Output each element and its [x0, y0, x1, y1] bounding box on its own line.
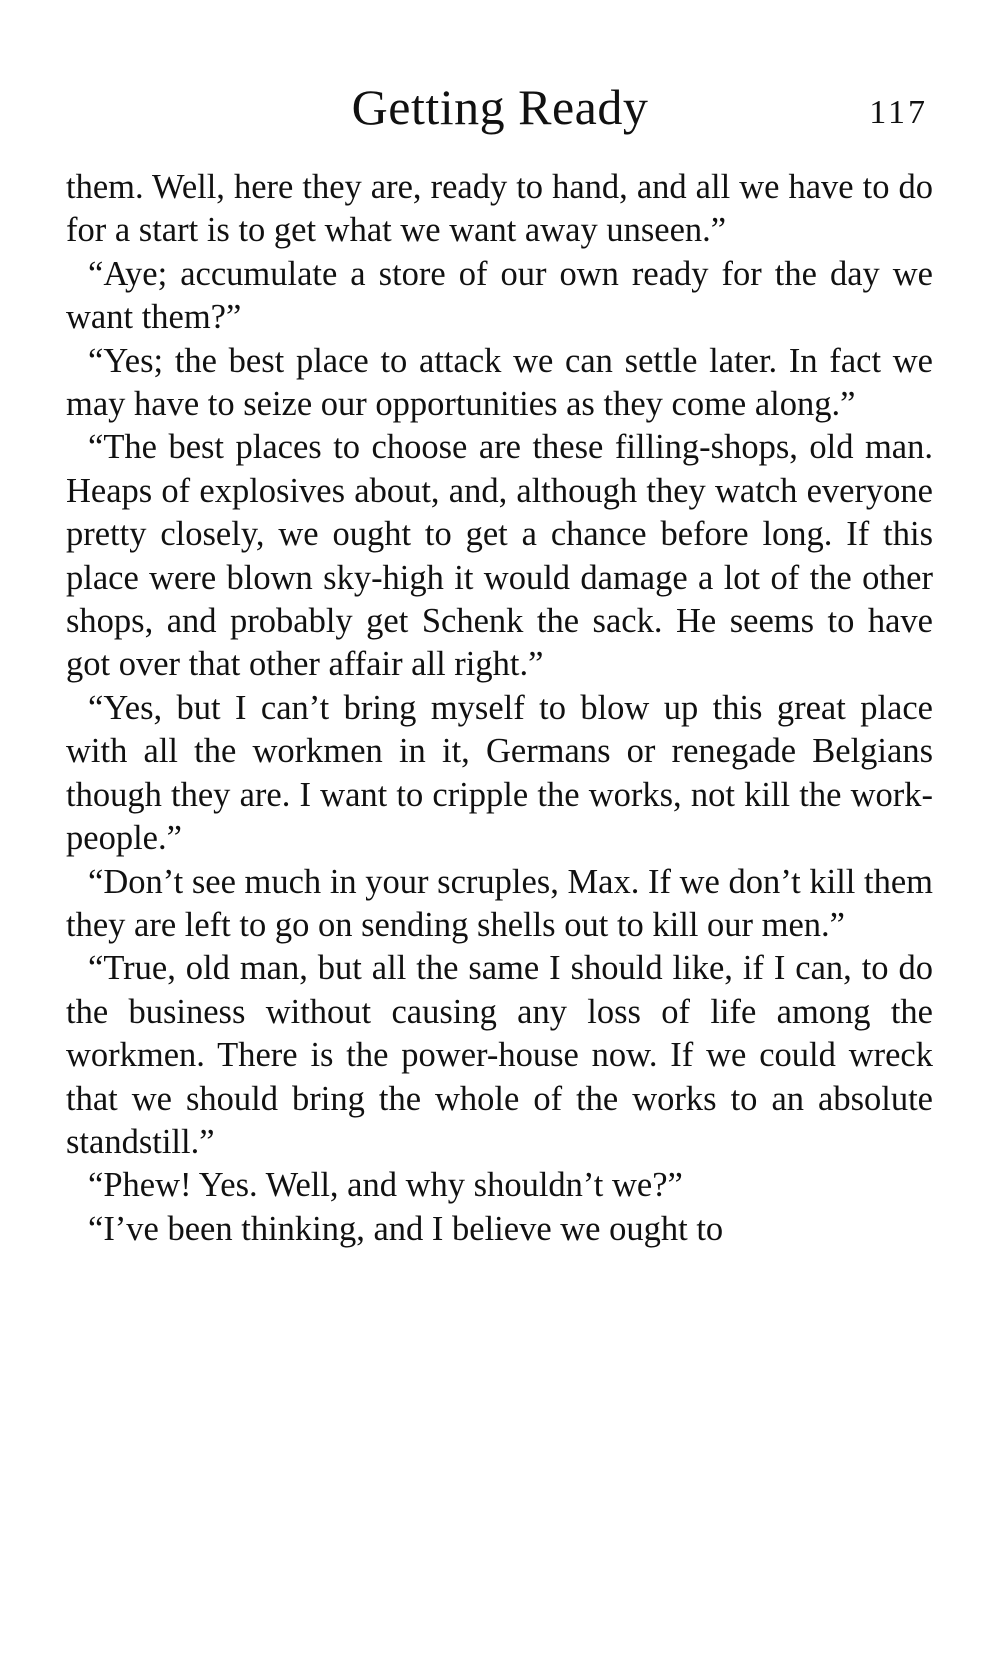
paragraph: “Yes, but I can’t bring myself to blow up this great place with all the workmen in it, Germans or renegade Belgians though they are. I want to cripple the works, not kill the work-people.” [66, 688, 933, 858]
paragraph: “Aye; accumulate a store of our own ready for the day we want them?” [66, 254, 933, 337]
paragraph: “Phew! Yes. Well, and why shouldn’t we?” [88, 1166, 683, 1205]
paragraph: “Don’t see much in your scruples, Max. If we don’t kill them they are left to go on sending shells out to kill our men.” [66, 862, 933, 944]
body-text [66, 166, 933, 1251]
running-title: Getting Ready [351, 79, 649, 135]
paragraph: “I’ve been thinking, and I believe we ought to [88, 1209, 724, 1248]
paragraph: “True, old man, but all the same I should like, if I can, to do the business without causing any loss of life among the workmen. There is the power-house now. If we could wreck that we should bring the whole of the works to an absolute standstill.” [66, 949, 933, 1161]
page-header [0, 72, 1000, 142]
paragraph: them. Well, here they are, ready to hand, and all we have to do for a start is to get what we want away unseen.” [66, 168, 933, 250]
page-number: 117 [869, 94, 928, 131]
paragraph: “Yes; the best place to attack we can settle later. In fact we may have to seize our opportunities as they come along.” [66, 341, 933, 424]
paragraph: “The best places to choose are these filling-shops, old man. Heaps of explosives about, and, although they watch everyone pretty closely, we ought to get a chance before long. If this place were blown sky-high it would damage a lot of the other shops, and probably get Schenk the sack. He seems to have got over that other affair all right.” [66, 428, 933, 684]
